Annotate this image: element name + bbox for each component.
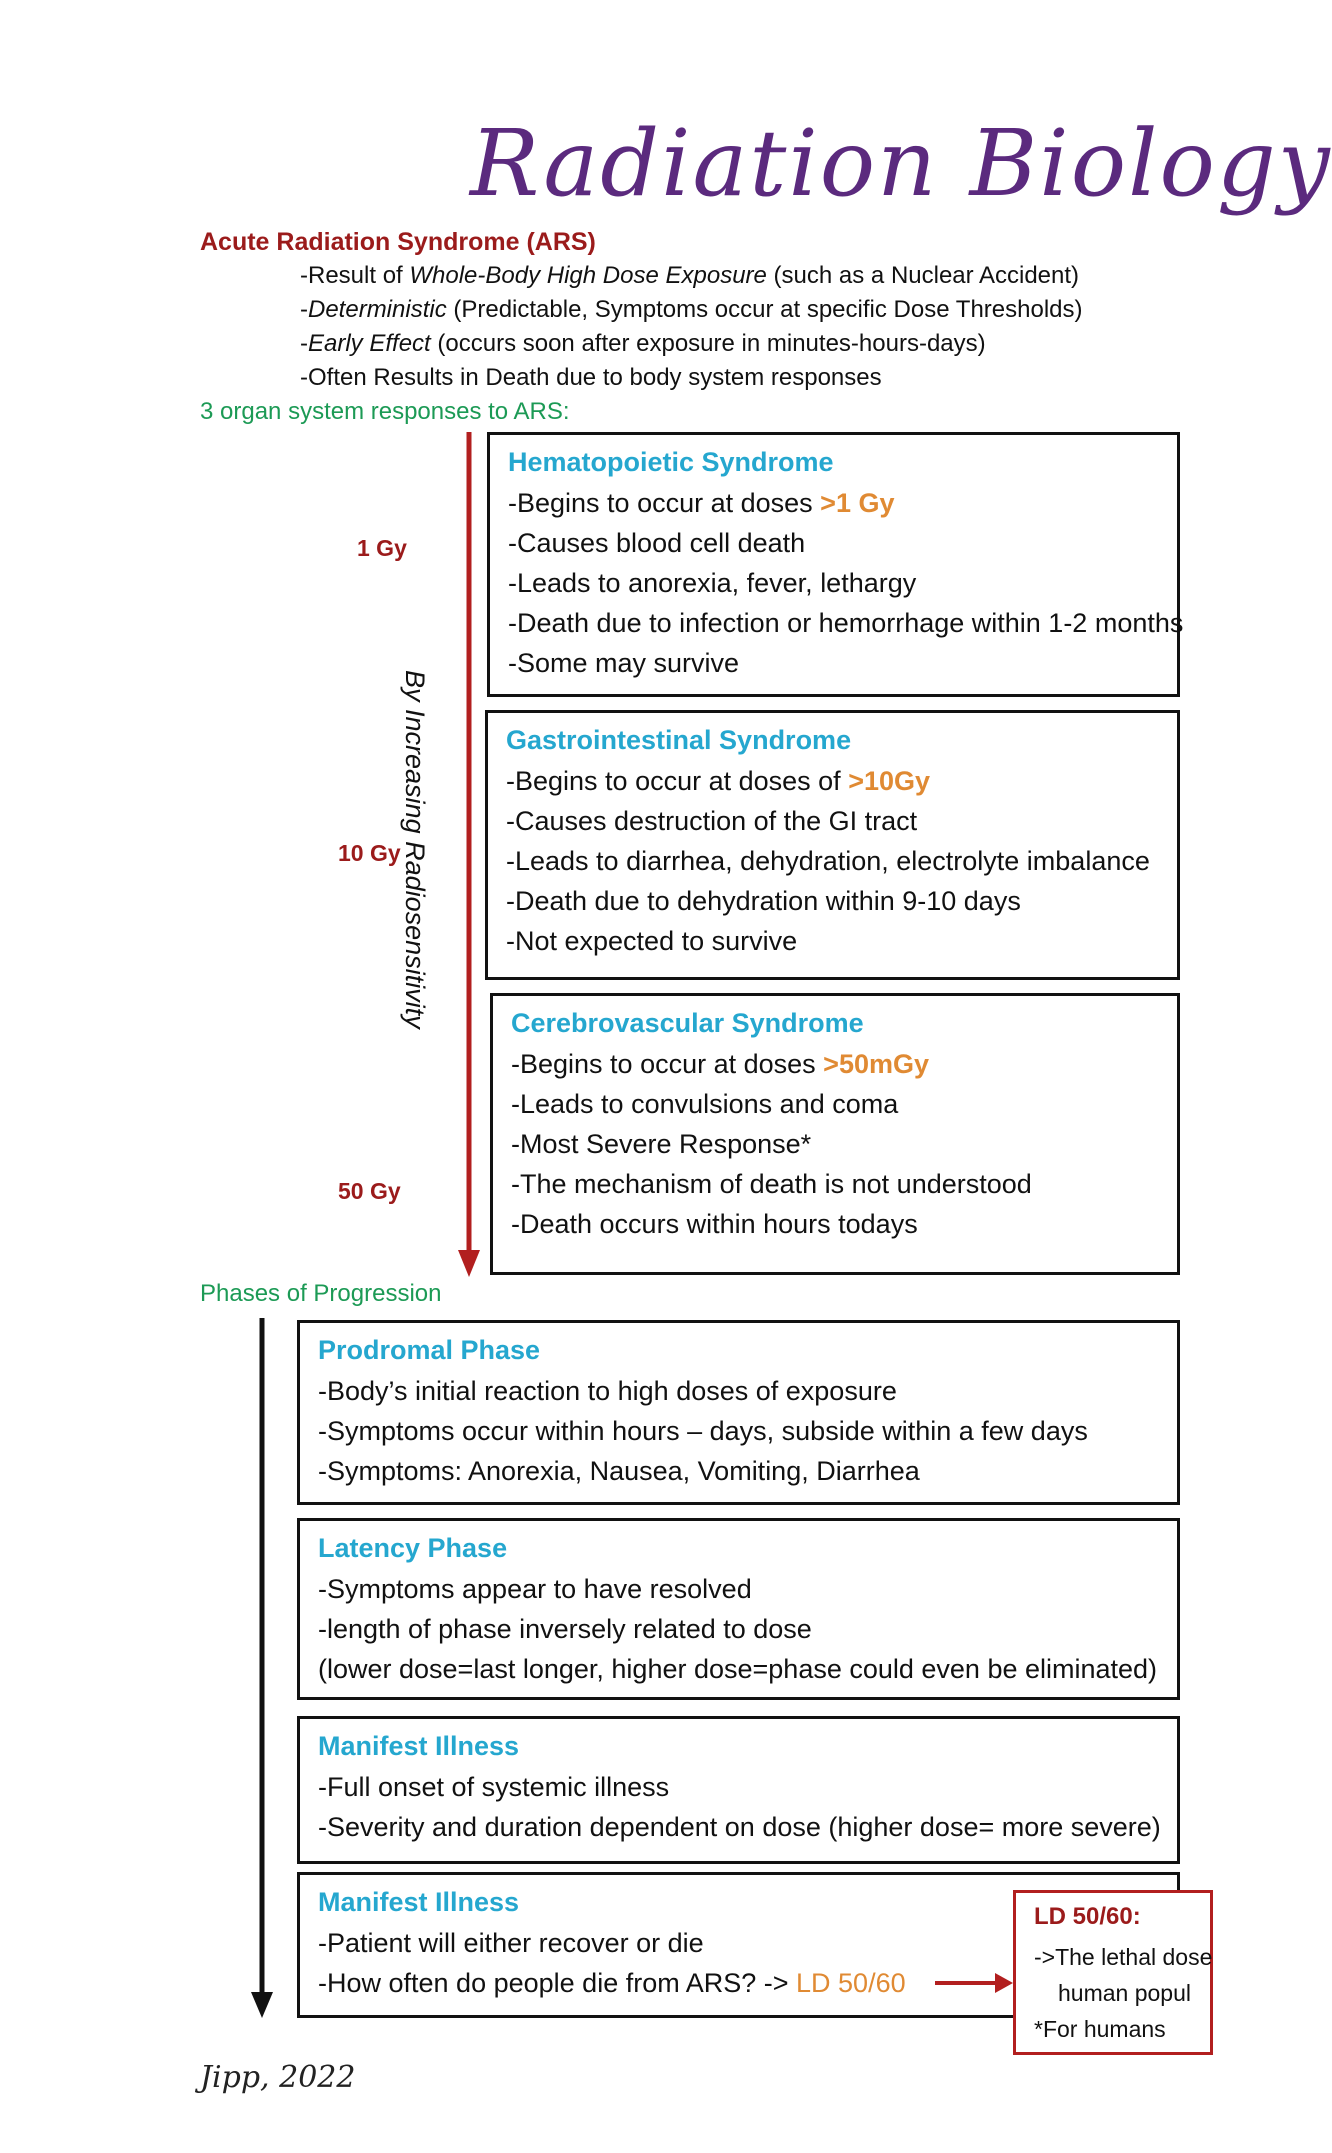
- radiosensitivity-axis-label: By Increasing Radiosensitivity: [400, 670, 430, 1029]
- box-line: -Begins to occur at doses >1 Gy: [508, 488, 895, 518]
- box-line: -How often do people die from ARS? -> LD 50/60: [318, 1968, 906, 1998]
- ars-line-4: -Often Results in Death due to body system responses: [300, 364, 882, 391]
- box-line: -Full onset of systemic illness: [318, 1772, 670, 1802]
- box-line: -Symptoms appear to have resolved: [318, 1574, 752, 1604]
- box-title: Hematopoietic Syndrome: [508, 447, 834, 477]
- box-line: -Death due to dehydration within 9-10 days: [506, 886, 1021, 916]
- box-line: -Leads to diarrhea, dehydration, electrolyte imbalance: [506, 846, 1150, 876]
- box-line: -Causes destruction of the GI tract: [506, 806, 918, 836]
- ld-pointer-arrow: [935, 1971, 1015, 1995]
- cerebrovascular-syndrome-box: [490, 993, 1180, 1275]
- latency-phase-box: [297, 1518, 1180, 1700]
- author-signature: Jipp, 2022: [200, 2060, 356, 2095]
- ars-line-1: -Result of Whole-Body High Dose Exposure (such as a Nuclear Accident): [300, 262, 1080, 289]
- box-line: -Symptoms: Anorexia, Nausea, Vomiting, Diarrhea: [318, 1456, 920, 1486]
- box-title: Cerebrovascular Syndrome: [511, 1008, 864, 1038]
- box-line: -length of phase inversely related to dose: [318, 1614, 812, 1644]
- ars-line-2: -Deterministic (Predictable, Symptoms occur at specific Dose Thresholds): [300, 296, 1083, 323]
- box-line: (lower dose=last longer, higher dose=phase could even be eliminated): [318, 1654, 1158, 1684]
- box-line: -Patient will either recover or die: [318, 1928, 704, 1958]
- box-line: -Symptoms occur within hours – days, subside within a few days: [318, 1416, 1088, 1446]
- dose-label-10gy: 10 Gy: [338, 840, 401, 866]
- box-line: -Severity and duration dependent on dose (higher dose= more severe): [318, 1812, 1161, 1842]
- ld-title: LD 50/60:: [1034, 1903, 1141, 1930]
- box-line: -Death occurs within hours todays: [511, 1209, 918, 1239]
- page-title: Radiation Biology: [470, 110, 1332, 217]
- box-title: Gastrointestinal Syndrome: [506, 725, 852, 755]
- ars-line-3: -Early Effect (occurs soon after exposure in minutes-hours-days): [300, 330, 986, 357]
- box-line: -Begins to occur at doses >50mGy: [511, 1049, 929, 1079]
- ars-heading: Acute Radiation Syndrome (ARS): [200, 228, 596, 256]
- box-line: -Body’s initial reaction to high doses of exposure: [318, 1376, 897, 1406]
- radiosensitivity-arrow: [455, 432, 483, 1280]
- hematopoietic-syndrome-box: [487, 432, 1184, 697]
- dose-label-50gy: 50 Gy: [338, 1178, 401, 1204]
- box-line: -Death due to infection or hemorrhage within 1-2 months: [508, 608, 1184, 638]
- gastrointestinal-syndrome-box: [485, 710, 1180, 980]
- prodromal-phase-box: [297, 1320, 1180, 1505]
- box-line: -The mechanism of death is not understood: [511, 1169, 1032, 1199]
- box-title: Manifest Illness: [318, 1731, 520, 1761]
- manifest-illness-box-1: [297, 1716, 1180, 1864]
- box-line: -Leads to anorexia, fever, lethargy: [508, 568, 917, 598]
- box-line: -Some may survive: [508, 648, 740, 678]
- box-line: -Causes blood cell death: [508, 528, 806, 558]
- ld-line: human popul: [1058, 1980, 1191, 2006]
- box-title: Latency Phase: [318, 1533, 508, 1563]
- ld-line: *For humans: [1034, 2016, 1166, 2042]
- box-line: -Leads to convulsions and coma: [511, 1089, 899, 1119]
- organ-systems-label: 3 organ system responses to ARS:: [200, 398, 570, 425]
- box-line: -Most Severe Response*: [511, 1129, 812, 1159]
- dose-label-1gy: 1 Gy: [357, 535, 407, 561]
- box-title: Prodromal Phase: [318, 1335, 541, 1365]
- ld-50-60-box: [1013, 1890, 1213, 2055]
- box-title: Manifest Illness: [318, 1887, 520, 1917]
- box-line: -Not expected to survive: [506, 926, 798, 956]
- progression-arrow: [249, 1318, 275, 2020]
- phases-label: Phases of Progression: [200, 1280, 442, 1307]
- box-line: -Begins to occur at doses of >10Gy: [506, 766, 931, 796]
- ld-line: ->The lethal dose: [1034, 1944, 1213, 1970]
